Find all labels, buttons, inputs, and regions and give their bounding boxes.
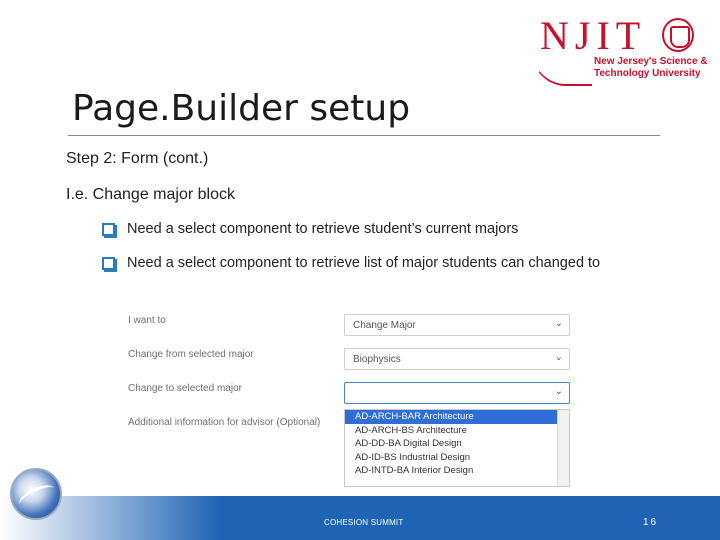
dropdown-option[interactable]: AD-DD-BA Digital Design — [355, 438, 462, 449]
bullet-item — [102, 221, 518, 237]
slide-title: Page.Builder setup — [72, 88, 411, 129]
checkbox-bullet-icon — [102, 223, 115, 236]
bullet-item — [102, 255, 600, 271]
change-to-label: Change to selected major — [128, 383, 242, 394]
logo-subtitle — [594, 56, 708, 80]
dropdown-option[interactable]: AD-ARCH-BAR Architecture — [345, 410, 569, 424]
step-text: Step 2: Form (cont.) — [66, 150, 209, 167]
change-from-select[interactable] — [344, 348, 570, 370]
seal-icon — [662, 18, 694, 52]
title-divider — [68, 135, 660, 136]
logo-subtitle-line2: Technology University — [594, 68, 701, 79]
chevron-down-icon: ⌄ — [554, 318, 563, 329]
bullet-text: Need a select component to retrieve student’s current majors — [127, 221, 519, 237]
logo-subtitle-line1: New Jersey's Science & — [594, 56, 708, 67]
njit-logo — [532, 10, 708, 90]
chevron-down-icon: ⌄ — [554, 352, 563, 363]
change-from-label: Change from selected major — [128, 349, 254, 360]
chevron-down-icon: ⌄ — [554, 386, 563, 397]
footer-text: COHESION SUMMIT — [324, 518, 404, 527]
i-want-to-select[interactable] — [344, 314, 570, 336]
bullet-text: Need a select component to retrieve list of major students can changed to — [127, 255, 601, 271]
dropdown-scrollbar[interactable] — [557, 410, 569, 486]
dropdown-option[interactable]: AD-INTD-BA Interior Design — [355, 465, 474, 476]
ie-text: I.e. Change major block — [66, 186, 235, 203]
checkbox-bullet-icon — [102, 257, 115, 270]
i-want-to-label: I want to — [128, 315, 166, 326]
dropdown-option[interactable]: AD-ID-BS Industrial Design — [355, 451, 471, 463]
change-from-value: Biophysics — [353, 354, 401, 365]
i-want-to-value: Change Major — [353, 320, 416, 331]
logo-wordmark: NJIT — [540, 13, 647, 58]
page-number: 16 — [643, 517, 659, 528]
dropdown-option[interactable]: AD-ARCH-BS Architecture — [355, 424, 467, 436]
swoosh-icon — [532, 52, 592, 86]
additional-info-label: Additional information for advisor (Optional) — [128, 417, 321, 428]
globe-logo-icon — [10, 468, 62, 520]
major-dropdown-list[interactable] — [344, 409, 570, 487]
change-major-form — [120, 305, 582, 487]
change-to-select[interactable] — [344, 382, 570, 404]
